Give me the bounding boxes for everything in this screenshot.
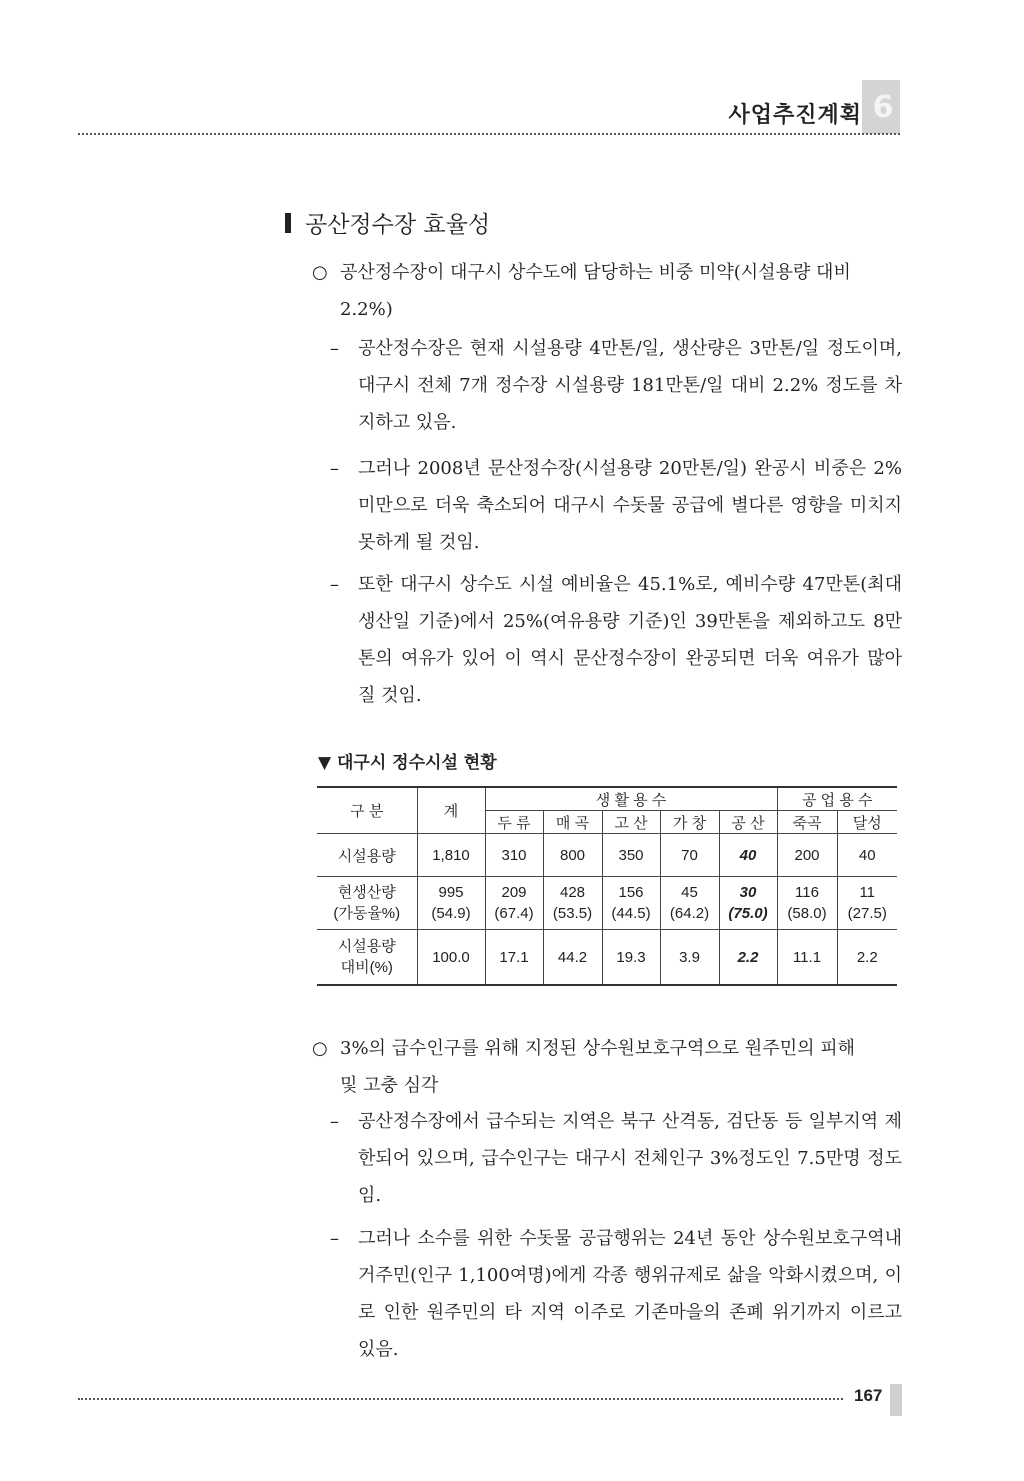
cell-value	[543, 877, 602, 930]
cell-line-2: (64.2)	[669, 905, 710, 922]
cell-line-1: 116	[795, 884, 819, 901]
cell-line-1: 11	[859, 884, 876, 901]
cell-line-2: (75.0)	[728, 905, 768, 922]
cell-line-1: 156	[618, 884, 644, 901]
row-label-line-1: 현생산량	[337, 884, 396, 901]
dash-item-3-text: 또한 대구시 상수도 시설 예비율은 45.1%로, 예비수량 47만톤(최대생산일 기준)에서 25%(여유용량 기준)인 39만톤을 제외하고도 8만톤의 여유가 있어 이 역시 문산정수장이 완공되면 더욱 여유가 많아 질 것임.	[358, 574, 902, 706]
chapter-number: 6	[872, 90, 894, 125]
table-row	[317, 930, 897, 986]
dash-marker: –	[330, 1228, 339, 1249]
cell-line-1: 45	[681, 884, 698, 901]
row-label-line-2: 대비(%)	[340, 959, 393, 976]
bullet-point-1	[312, 254, 902, 328]
cell-line-2: (27.5)	[847, 905, 887, 922]
cell-value-highlight	[719, 877, 777, 930]
footer-tab	[890, 1384, 902, 1416]
cell-value	[777, 877, 837, 930]
cell-value: 17.1	[485, 930, 543, 986]
dash-item-1-text: 공산정수장은 현재 시설용량 4만톤/일, 생산량은 3만톤/일 정도이며, 대구시 전체 7개 정수장 시설용량 181만톤/일 대비 2.2% 정도를 차지하고 있음.	[358, 338, 902, 433]
cell-value	[837, 877, 897, 930]
header-industrial-water: 공 업 용 수	[777, 787, 897, 811]
header-maegok: 매 곡	[543, 811, 602, 834]
header-total: 계	[417, 787, 485, 834]
cell-line-2: (58.0)	[787, 905, 827, 922]
circle-bullet-icon: ○	[312, 1038, 328, 1059]
cell-total: 100.0	[417, 930, 485, 986]
row-label-line-2: (가동율%)	[333, 905, 401, 922]
dash-marker: –	[330, 1111, 339, 1132]
dash-item-4	[330, 1103, 902, 1214]
section-title	[285, 206, 490, 239]
dash-marker: –	[330, 338, 339, 359]
cell-value: 2.2	[837, 930, 897, 986]
dash-item-2-text: 그러나 2008년 문산정수장(시설용량 20만톤/일) 완공시 비중은 2%미만으로 더욱 축소되어 대구시 수돗물 공급에 별다른 영향을 미치지 못하게 될 것임.	[358, 458, 902, 553]
dash-item-3	[330, 566, 902, 714]
water-facility-table	[317, 786, 897, 986]
section-title-text: 공산정수장 효율성	[305, 212, 491, 238]
cell-value-highlight: 40	[719, 834, 777, 877]
page-number: 167	[854, 1386, 883, 1405]
dash-marker: –	[330, 458, 339, 479]
row-label	[317, 930, 417, 986]
cell-line-2: (67.4)	[494, 905, 534, 922]
cell-value: 3.9	[660, 930, 719, 986]
header-living-water: 생 활 용 수	[485, 787, 777, 811]
cell-value: 350	[602, 834, 660, 877]
cell-value	[485, 877, 543, 930]
cell-value: 19.3	[602, 930, 660, 986]
cell-line-2: (53.5)	[552, 905, 593, 922]
cell-line-2: (44.5)	[611, 905, 651, 922]
table-title: ▼ 대구시 정수시설 현황	[318, 753, 497, 773]
cell-value: 310	[485, 834, 543, 877]
header-dalseong: 달성	[837, 811, 897, 834]
bullet-1-line-1: 공산정수장이 대구시 상수도에 담당하는 비중 미약(시설용량 대비	[340, 262, 851, 283]
row-label: 시설용량	[317, 834, 417, 877]
dash-item-4-text: 공산정수장에서 급수되는 지역은 북구 산격동, 검단동 등 일부지역 제한되어 있으며, 급수인구는 대구시 전체인구 3%정도인 7.5만명 정도임.	[358, 1111, 902, 1206]
running-header-title: 사업추진계획	[728, 103, 862, 128]
cell-value: 40	[837, 834, 897, 877]
cell-value	[602, 877, 660, 930]
cell-value: 70	[660, 834, 719, 877]
bullet-1-line-2: 2.2%)	[340, 299, 393, 320]
cell-value-highlight: 2.2	[719, 930, 777, 986]
dash-item-5	[330, 1220, 902, 1368]
cell-value	[660, 877, 719, 930]
cell-line-1: 209	[501, 884, 527, 901]
cell-value: 800	[543, 834, 602, 877]
table-row	[317, 834, 897, 877]
cell-value: 200	[777, 834, 837, 877]
cell-value: 44.2	[543, 930, 602, 986]
header-jukgok: 죽곡	[777, 811, 837, 834]
row-label-line-1: 시설용량	[337, 938, 396, 955]
cell-value: 11.1	[777, 930, 837, 986]
header-category: 구 분	[317, 787, 417, 834]
bullet-2-line-2: 및 고충 심각	[340, 1075, 439, 1096]
cell-total	[417, 877, 485, 930]
header-divider	[78, 133, 900, 135]
circle-bullet-icon: ○	[312, 262, 328, 283]
dash-item-2	[330, 450, 902, 561]
bullet-2-line-1: 3%의 급수인구를 위해 지정된 상수원보호구역으로 원주민의 피해	[340, 1038, 855, 1059]
cell-total: 1,810	[417, 834, 485, 877]
bullet-point-2	[312, 1030, 902, 1104]
cell-line-1: 995	[438, 884, 464, 901]
row-label	[317, 877, 417, 930]
cell-line-2: (54.9)	[431, 905, 471, 922]
cell-line-1: 30	[739, 884, 757, 901]
dash-item-5-text: 그러나 소수를 위한 수돗물 공급행위는 24년 동안 상수원보호구역내 거주민(인구 1,100여명)에게 각종 행위규제로 삶을 악화시켰으며, 이로 인한 원주민의 타 지역 이주로 기존마을의 존폐 위기까지 이르고 있음.	[358, 1228, 902, 1360]
footer-divider	[78, 1398, 843, 1400]
header-gachang: 가 창	[660, 811, 719, 834]
section-bar-icon	[285, 213, 291, 233]
dash-item-1	[330, 330, 902, 441]
cell-line-1: 428	[559, 884, 586, 901]
header-duryu: 두 류	[485, 811, 543, 834]
dash-marker: –	[330, 574, 339, 595]
table-row	[317, 877, 897, 930]
header-gosan: 고 산	[602, 811, 660, 834]
header-gongsan: 공 산	[719, 811, 777, 834]
